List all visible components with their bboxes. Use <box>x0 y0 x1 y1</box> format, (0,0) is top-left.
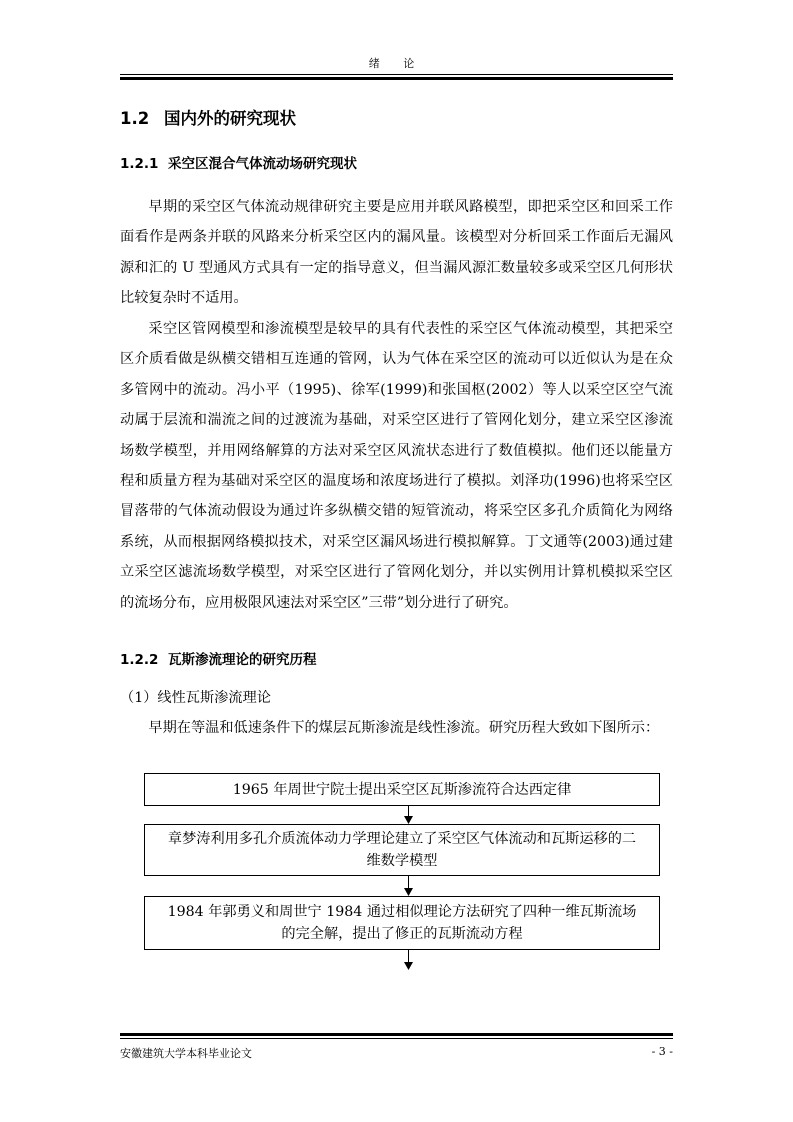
header-rule-thick <box>120 77 673 80</box>
list-item-heading: （1）线性瓦斯渗流理论 <box>120 690 271 706</box>
section-heading <box>120 105 296 129</box>
flowchart-box-3: 1984 年郭勇义和周世宁 1984 通过相似理论方法研究了四种一维瓦斯流场的完全解，提出了修正的瓦斯流动方程 <box>144 896 660 950</box>
body-paragraph-3: 早期在等温和低速条件下的煤层瓦斯渗流是线性渗流。研究历程大致如下图所示： <box>148 720 660 736</box>
flowchart-box-1: 1965 年周世宁院士提出采空区瓦斯渗流符合达西定律 <box>144 773 660 806</box>
subsection-number-2: 1.2.2 <box>120 652 159 668</box>
subsection-heading-2 <box>120 648 317 668</box>
subsection-title-2: 瓦斯渗流理论的研究历程 <box>168 652 317 668</box>
flowchart-arrow-1 <box>404 806 413 824</box>
section-number: 1.2 <box>120 109 150 128</box>
footer-institution: 安徽建筑大学本科毕业论文 <box>120 1047 252 1060</box>
footer-rule-thick <box>120 1033 673 1036</box>
page-number: - 3 - <box>651 1045 673 1058</box>
flowchart-arrow-3 <box>404 950 413 970</box>
header-rule-thin <box>120 74 673 75</box>
section-title: 国内外的研究现状 <box>164 109 296 128</box>
flowchart-box-2: 章梦涛利用多孔介质流体动力学理论建立了采空区气体流动和瓦斯运移的二维数学模型 <box>144 824 660 876</box>
body-paragraph-1: 早期的采空区气体流动规律研究主要是应用并联风路模型，即把采空区和回采工作面看作是两条并联的风路来分析采空区内的漏风量。该模型对分析回采工作面后无漏风源和汇的 U 型通风方式具有一定的指导意义，但当漏风源汇数量较多或采空区几何形状比较复杂时不适用。 <box>120 199 673 307</box>
header-title: 绪 论 <box>368 57 425 70</box>
footer-rule-thin <box>120 1038 673 1039</box>
flowchart-arrow-2 <box>404 876 413 896</box>
subsection-title-1: 采空区混合气体流动场研究现状 <box>168 156 357 172</box>
subsection-heading-1 <box>120 152 357 172</box>
subsection-number-1: 1.2.1 <box>120 156 159 172</box>
body-paragraph-2: 采空区管网模型和渗流模型是较早的具有代表性的采空区气体流动模型，其把采空区介质看做是纵横交错相互连通的管网，认为气体在采空区的流动可以近似认为是在众多管网中的流动。冯小平（1995)、徐军(1999)和张国枢(2002）等人以采空区空气流动属于层流和湍流之间的过渡流为基础，对采空区进行了管网化划分，建立采空区渗流场数学模型，并用网络解算的方法对采空区风流状态进行了数值模拟。他们还以能量方程和质量方程为基础对采空区的温度场和浓度场进行了模拟。刘泽功(1996)也将采空区冒落带的气体流动假设为通过许多纵横交错的短管流动，将采空区多孔介质简化为网络系统，从而根据网络模拟技术，对采空区漏风场进行模拟解算。丁文通等(2003)通过建立采空区滤流场数学模型，对采空区进行了管网化划分，并以实例用计算机模拟采空区的流场分布，应用极限风速法对采空区”三带”划分进行了研究。 <box>120 321 673 611</box>
